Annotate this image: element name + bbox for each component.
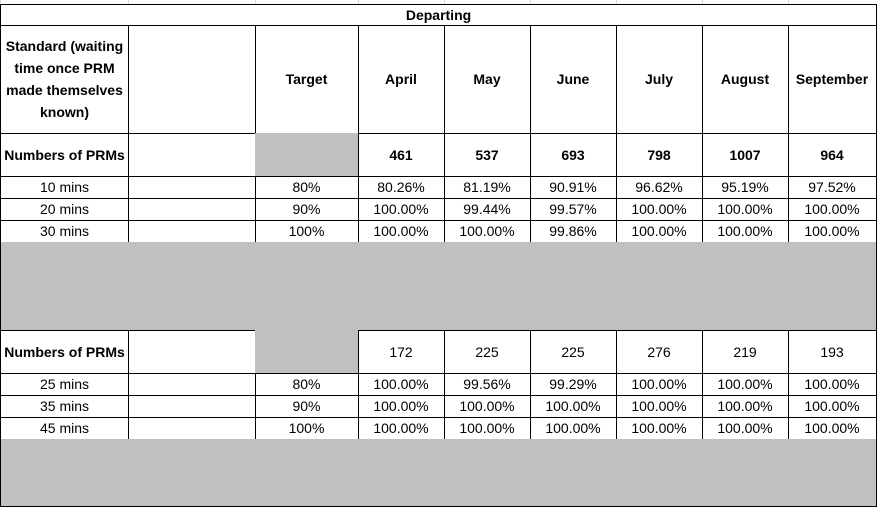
target-cell: 80% bbox=[255, 176, 359, 199]
percentage-cell: 100.00% bbox=[702, 220, 789, 243]
grey-filler-cell bbox=[444, 242, 531, 265]
blank-cell bbox=[128, 417, 256, 440]
grey-filler-cell bbox=[0, 264, 129, 287]
percentage-cell: 100.00% bbox=[444, 395, 531, 418]
grey-filler-cell bbox=[616, 439, 703, 462]
percentage-cell: 100.00% bbox=[358, 373, 445, 396]
grey-filler-cell bbox=[358, 483, 445, 507]
numbers-of-prms-label: Numbers of PRMs bbox=[0, 330, 129, 374]
grey-filler-cell bbox=[444, 308, 531, 331]
grey-filler-cell bbox=[444, 461, 531, 484]
standard-label-cell: 30 mins bbox=[0, 220, 129, 243]
target-cell: 100% bbox=[255, 220, 359, 243]
grey-filler-cell bbox=[255, 461, 359, 484]
percentage-cell: 99.57% bbox=[530, 198, 617, 221]
grey-filler-cell bbox=[530, 308, 617, 331]
grey-filler-cell bbox=[616, 461, 703, 484]
grey-filler-cell bbox=[616, 286, 703, 309]
grey-filler-cell bbox=[128, 483, 256, 507]
percentage-cell: 80.26% bbox=[358, 176, 445, 199]
percentage-cell: 100.00% bbox=[616, 198, 703, 221]
percentage-cell: 100.00% bbox=[358, 417, 445, 440]
percentage-cell: 100.00% bbox=[788, 395, 877, 418]
prm-count-cell: 537 bbox=[444, 133, 531, 177]
grey-filler-cell bbox=[0, 242, 129, 265]
blank-cell bbox=[128, 395, 256, 418]
percentage-cell: 100.00% bbox=[616, 373, 703, 396]
grey-filler-cell bbox=[0, 461, 129, 484]
grey-filler-cell bbox=[128, 461, 256, 484]
percentage-cell: 100.00% bbox=[358, 395, 445, 418]
percentage-cell: 100.00% bbox=[788, 198, 877, 221]
prm-count-cell: 172 bbox=[358, 330, 445, 374]
grey-filler-cell bbox=[530, 242, 617, 265]
percentage-cell: 99.29% bbox=[530, 373, 617, 396]
grey-filler-cell bbox=[444, 264, 531, 287]
percentage-cell: 81.19% bbox=[444, 176, 531, 199]
percentage-cell: 100.00% bbox=[358, 220, 445, 243]
grey-filler-cell bbox=[616, 242, 703, 265]
percentage-cell: 90.91% bbox=[530, 176, 617, 199]
percentage-cell: 100.00% bbox=[702, 198, 789, 221]
target-cell: 90% bbox=[255, 198, 359, 221]
percentage-cell: 100.00% bbox=[616, 417, 703, 440]
standard-label-cell: 20 mins bbox=[0, 198, 129, 221]
grey-filler-cell bbox=[530, 286, 617, 309]
grey-filler-cell bbox=[788, 286, 877, 309]
grey-filler-cell bbox=[358, 264, 445, 287]
target-blank-cell bbox=[255, 330, 359, 374]
percentage-cell: 100.00% bbox=[358, 198, 445, 221]
grey-filler-cell bbox=[444, 483, 531, 507]
grey-filler-cell bbox=[358, 461, 445, 484]
standard-label-cell: 10 mins bbox=[0, 176, 129, 199]
standard-label-cell: 35 mins bbox=[0, 395, 129, 418]
grey-filler-cell bbox=[0, 439, 129, 462]
prm-count-cell: 461 bbox=[358, 133, 445, 177]
target-header: Target bbox=[255, 25, 359, 134]
prm-count-cell: 964 bbox=[788, 133, 877, 177]
month-header-june: June bbox=[530, 25, 617, 134]
target-blank-cell bbox=[255, 133, 359, 177]
numbers-of-prms-label: Numbers of PRMs bbox=[0, 133, 129, 177]
month-header-july: July bbox=[616, 25, 703, 134]
grey-filler-cell bbox=[702, 264, 789, 287]
month-header-may: May bbox=[444, 25, 531, 134]
percentage-cell: 99.44% bbox=[444, 198, 531, 221]
prm-count-cell: 225 bbox=[530, 330, 617, 374]
grey-filler-cell bbox=[128, 439, 256, 462]
grey-filler-cell bbox=[702, 461, 789, 484]
percentage-cell: 100.00% bbox=[702, 373, 789, 396]
percentage-cell: 100.00% bbox=[616, 395, 703, 418]
percentage-cell: 100.00% bbox=[702, 395, 789, 418]
standard-label-cell: 45 mins bbox=[0, 417, 129, 440]
grey-filler-cell bbox=[128, 308, 256, 331]
percentage-cell: 100.00% bbox=[530, 417, 617, 440]
grey-filler-cell bbox=[0, 286, 129, 309]
grey-filler-cell bbox=[702, 286, 789, 309]
percentage-cell: 95.19% bbox=[702, 176, 789, 199]
percentage-cell: 96.62% bbox=[616, 176, 703, 199]
blank-cell bbox=[128, 133, 256, 177]
prm-count-cell: 276 bbox=[616, 330, 703, 374]
grey-filler-cell bbox=[444, 286, 531, 309]
grey-filler-cell bbox=[255, 483, 359, 507]
month-header-april: April bbox=[358, 25, 445, 134]
month-header-september: September bbox=[788, 25, 877, 134]
blank-cell bbox=[128, 176, 256, 199]
blank-cell bbox=[128, 373, 256, 396]
prm-count-cell: 798 bbox=[616, 133, 703, 177]
grey-filler-cell bbox=[255, 308, 359, 331]
percentage-cell: 100.00% bbox=[444, 417, 531, 440]
grey-filler-cell bbox=[255, 439, 359, 462]
grey-filler-cell bbox=[128, 264, 256, 287]
percentage-cell: 100.00% bbox=[702, 417, 789, 440]
grey-filler-cell bbox=[530, 483, 617, 507]
target-cell: 90% bbox=[255, 395, 359, 418]
grey-filler-cell bbox=[616, 308, 703, 331]
grey-filler-cell bbox=[255, 264, 359, 287]
grey-filler-cell bbox=[788, 308, 877, 331]
grey-filler-cell bbox=[702, 242, 789, 265]
blank-cell bbox=[128, 220, 256, 243]
grey-filler-cell bbox=[616, 264, 703, 287]
grey-filler-cell bbox=[788, 483, 877, 507]
percentage-cell: 100.00% bbox=[788, 220, 877, 243]
prm-count-cell: 193 bbox=[788, 330, 877, 374]
grey-filler-cell bbox=[358, 308, 445, 331]
grey-filler-cell bbox=[0, 483, 129, 507]
target-cell: 100% bbox=[255, 417, 359, 440]
percentage-cell: 99.86% bbox=[530, 220, 617, 243]
percentage-cell: 100.00% bbox=[616, 220, 703, 243]
standard-label-cell: 25 mins bbox=[0, 373, 129, 396]
percentage-cell: 100.00% bbox=[788, 373, 877, 396]
target-cell: 80% bbox=[255, 373, 359, 396]
prm-count-cell: 693 bbox=[530, 133, 617, 177]
grey-filler-cell bbox=[0, 308, 129, 331]
grey-filler-cell bbox=[788, 439, 877, 462]
grey-filler-cell bbox=[530, 461, 617, 484]
grey-filler-cell bbox=[444, 439, 531, 462]
grey-filler-cell bbox=[255, 242, 359, 265]
grey-filler-cell bbox=[128, 242, 256, 265]
grey-filler-cell bbox=[530, 264, 617, 287]
percentage-cell: 99.56% bbox=[444, 373, 531, 396]
grey-filler-cell bbox=[530, 439, 617, 462]
month-header-august: August bbox=[702, 25, 789, 134]
prm-count-cell: 225 bbox=[444, 330, 531, 374]
percentage-cell: 100.00% bbox=[444, 220, 531, 243]
grey-filler-cell bbox=[358, 439, 445, 462]
grey-filler-cell bbox=[702, 483, 789, 507]
grey-filler-cell bbox=[788, 242, 877, 265]
blank-cell bbox=[128, 330, 256, 374]
table-title: Departing bbox=[0, 4, 877, 26]
grey-filler-cell bbox=[255, 286, 359, 309]
grey-filler-cell bbox=[128, 286, 256, 309]
blank-header bbox=[128, 25, 256, 134]
grey-filler-cell bbox=[616, 483, 703, 507]
grey-filler-cell bbox=[358, 286, 445, 309]
grey-filler-cell bbox=[788, 264, 877, 287]
blank-cell bbox=[128, 198, 256, 221]
standard-header: Standard (waiting time once PRM made themselves known) bbox=[0, 25, 129, 134]
prm-count-cell: 1007 bbox=[702, 133, 789, 177]
grey-filler-cell bbox=[788, 461, 877, 484]
prm-count-cell: 219 bbox=[702, 330, 789, 374]
grey-filler-cell bbox=[702, 308, 789, 331]
percentage-cell: 100.00% bbox=[530, 395, 617, 418]
percentage-cell: 100.00% bbox=[788, 417, 877, 440]
grey-filler-cell bbox=[358, 242, 445, 265]
percentage-cell: 97.52% bbox=[788, 176, 877, 199]
grey-filler-cell bbox=[702, 439, 789, 462]
